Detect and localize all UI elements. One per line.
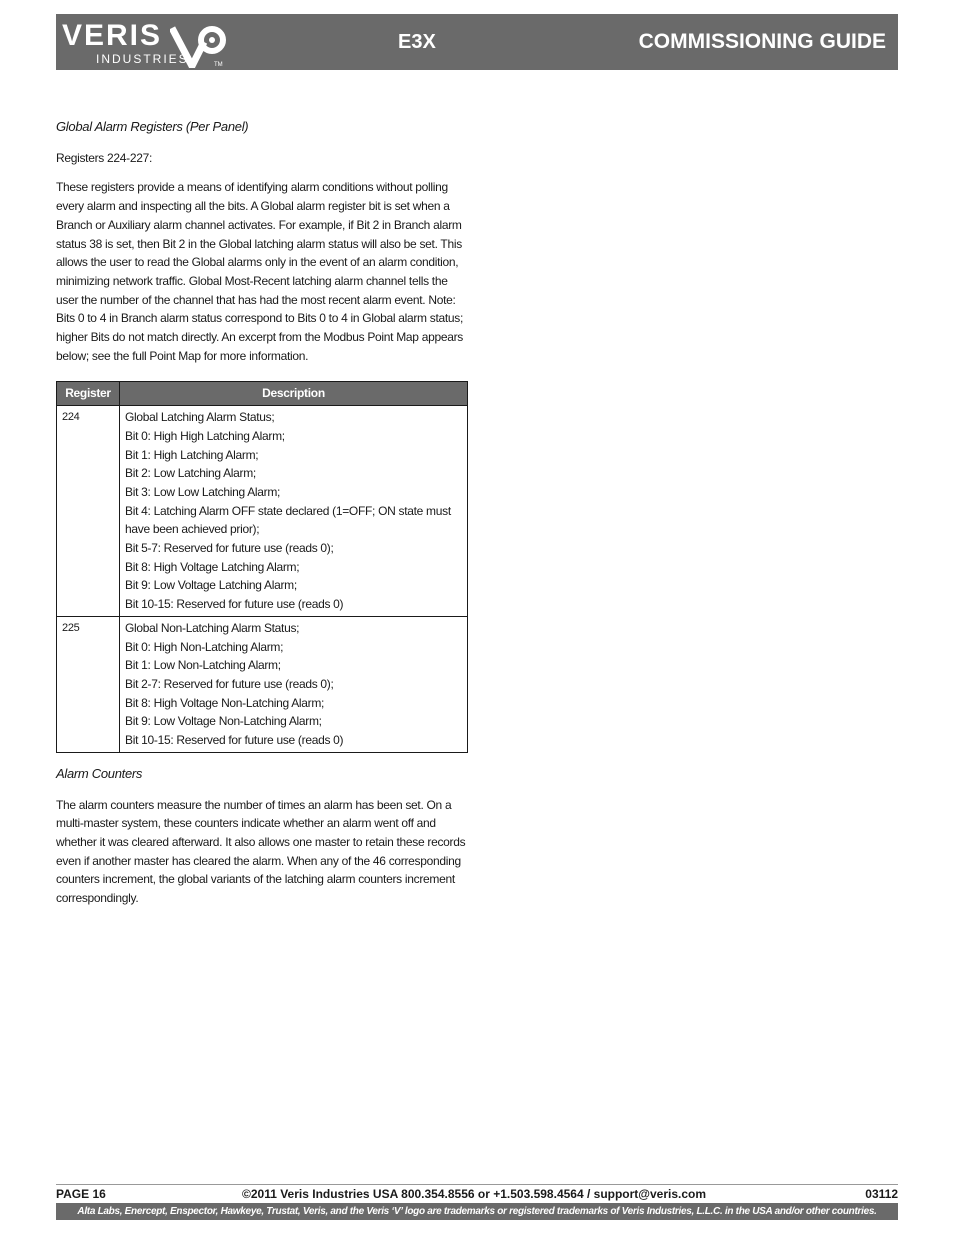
description-line: Bit 4: Latching Alarm OFF state declared (1=OFF; ON state must have been achieved prior); [125,503,451,537]
register-description [120,616,468,752]
table-header-row [57,382,468,406]
page-number: PAGE 16 [56,1187,106,1201]
logo-trademark: TM [214,62,223,68]
description-line: Bit 8: High Voltage Non-Latching Alarm; [125,695,325,710]
description-line: Bit 5-7: Reserved for future use (reads 0); [125,541,334,556]
table-row [57,616,468,752]
column-header-description: Description [120,382,468,406]
section-title-global-alarm-registers: Global Alarm Registers (Per Panel) [56,119,249,134]
document-code: 03112 [865,1187,898,1201]
page-footer [56,1184,898,1221]
register-description [120,406,468,617]
section-title-alarm-counters: Alarm Counters [56,765,143,781]
register-number: 224 [57,406,120,617]
main-content [56,118,470,919]
trademark-notice: Alta Labs, Enercept, Enspector, Hawkeye, Trustat, Veris, and the Veris ‘V’ logo are trademarks or registered trademarks of Veris Industries, L.L.C. in the USA and/or other countries. [56,1203,898,1220]
description-line: Global Non-Latching Alarm Status; [125,620,300,635]
veris-logo [62,18,232,68]
description-line: Bit 1: High Latching Alarm; [125,447,259,462]
description-line: Bit 10-15: Reserved for future use (reads 0) [125,733,344,748]
description-line: Global Latching Alarm Status; [125,410,275,425]
table-row [57,406,468,617]
footer-contact: ©2011 Veris Industries USA 800.354.8556 or +1.503.598.4564 / support@veris.com [242,1187,707,1201]
description-line: Bit 2: Low Latching Alarm; [125,466,256,481]
description-line: Bit 1: Low Non-Latching Alarm; [125,658,281,673]
model-name: E3X [398,31,436,53]
description-line: Bit 0: High Non-Latching Alarm; [125,639,284,654]
global-alarm-description: These registers provide a means of identifying alarm conditions without polling every alarm and inspecting all the bits. A Global alarm register bit is set when a Branch or Auxiliary alarm channel activates. For example, if Bit 2 in Branch alarm status 38 is set, then Bit 2 in the Global latching alarm status will also be set. This allows the user to read the Global alarms only in the event of an alarm condition, minimizing network traffic. Global Most-Recent latching alarm channel tells the user the number of the channel that has had the most recent alarm event. Note: Bits 0 to 4 in Branch alarm status correspond to Bits 0 to 4 in Global alarm status; higher Bits do not match directly. An excerpt from the Modbus Point Map appears below; see the full Point Map for more information. [56,180,464,363]
alarm-counters-description: The alarm counters measure the number of times an alarm has been set. On a multi-master system, these counters indicate whether an alarm went off and whether it was cleared afterward. It also allows one master to retain these records even if another master has cleared the alarm. When any of the 46 corresponding counters increment, the global variants of the latching alarm counters increment correspondingly. [56,797,466,906]
registers-range: Registers 224-227: [56,150,152,165]
guide-title: COMMISSIONING GUIDE [638,30,886,53]
description-line: Bit 0: High High Latching Alarm; [125,428,285,443]
veris-v-logo-icon [170,22,228,68]
description-line: Bit 9: Low Voltage Latching Alarm; [125,578,297,593]
footer-info-row [56,1185,898,1203]
description-line: Bit 3: Low Low Latching Alarm; [125,484,281,499]
description-line: Bit 8: High Voltage Latching Alarm; [125,559,300,574]
logo-subtitle: INDUSTRIES [96,52,189,66]
description-line: Bit 10-15: Reserved for future use (reads 0) [125,597,344,612]
column-header-register: Register [57,382,120,406]
register-number: 225 [57,616,120,752]
page-header [56,14,898,70]
description-line: Bit 9: Low Voltage Non-Latching Alarm; [125,714,322,729]
register-table [56,381,468,752]
description-line: Bit 2-7: Reserved for future use (reads 0); [125,676,334,691]
logo-wordmark: VERIS [62,19,163,52]
